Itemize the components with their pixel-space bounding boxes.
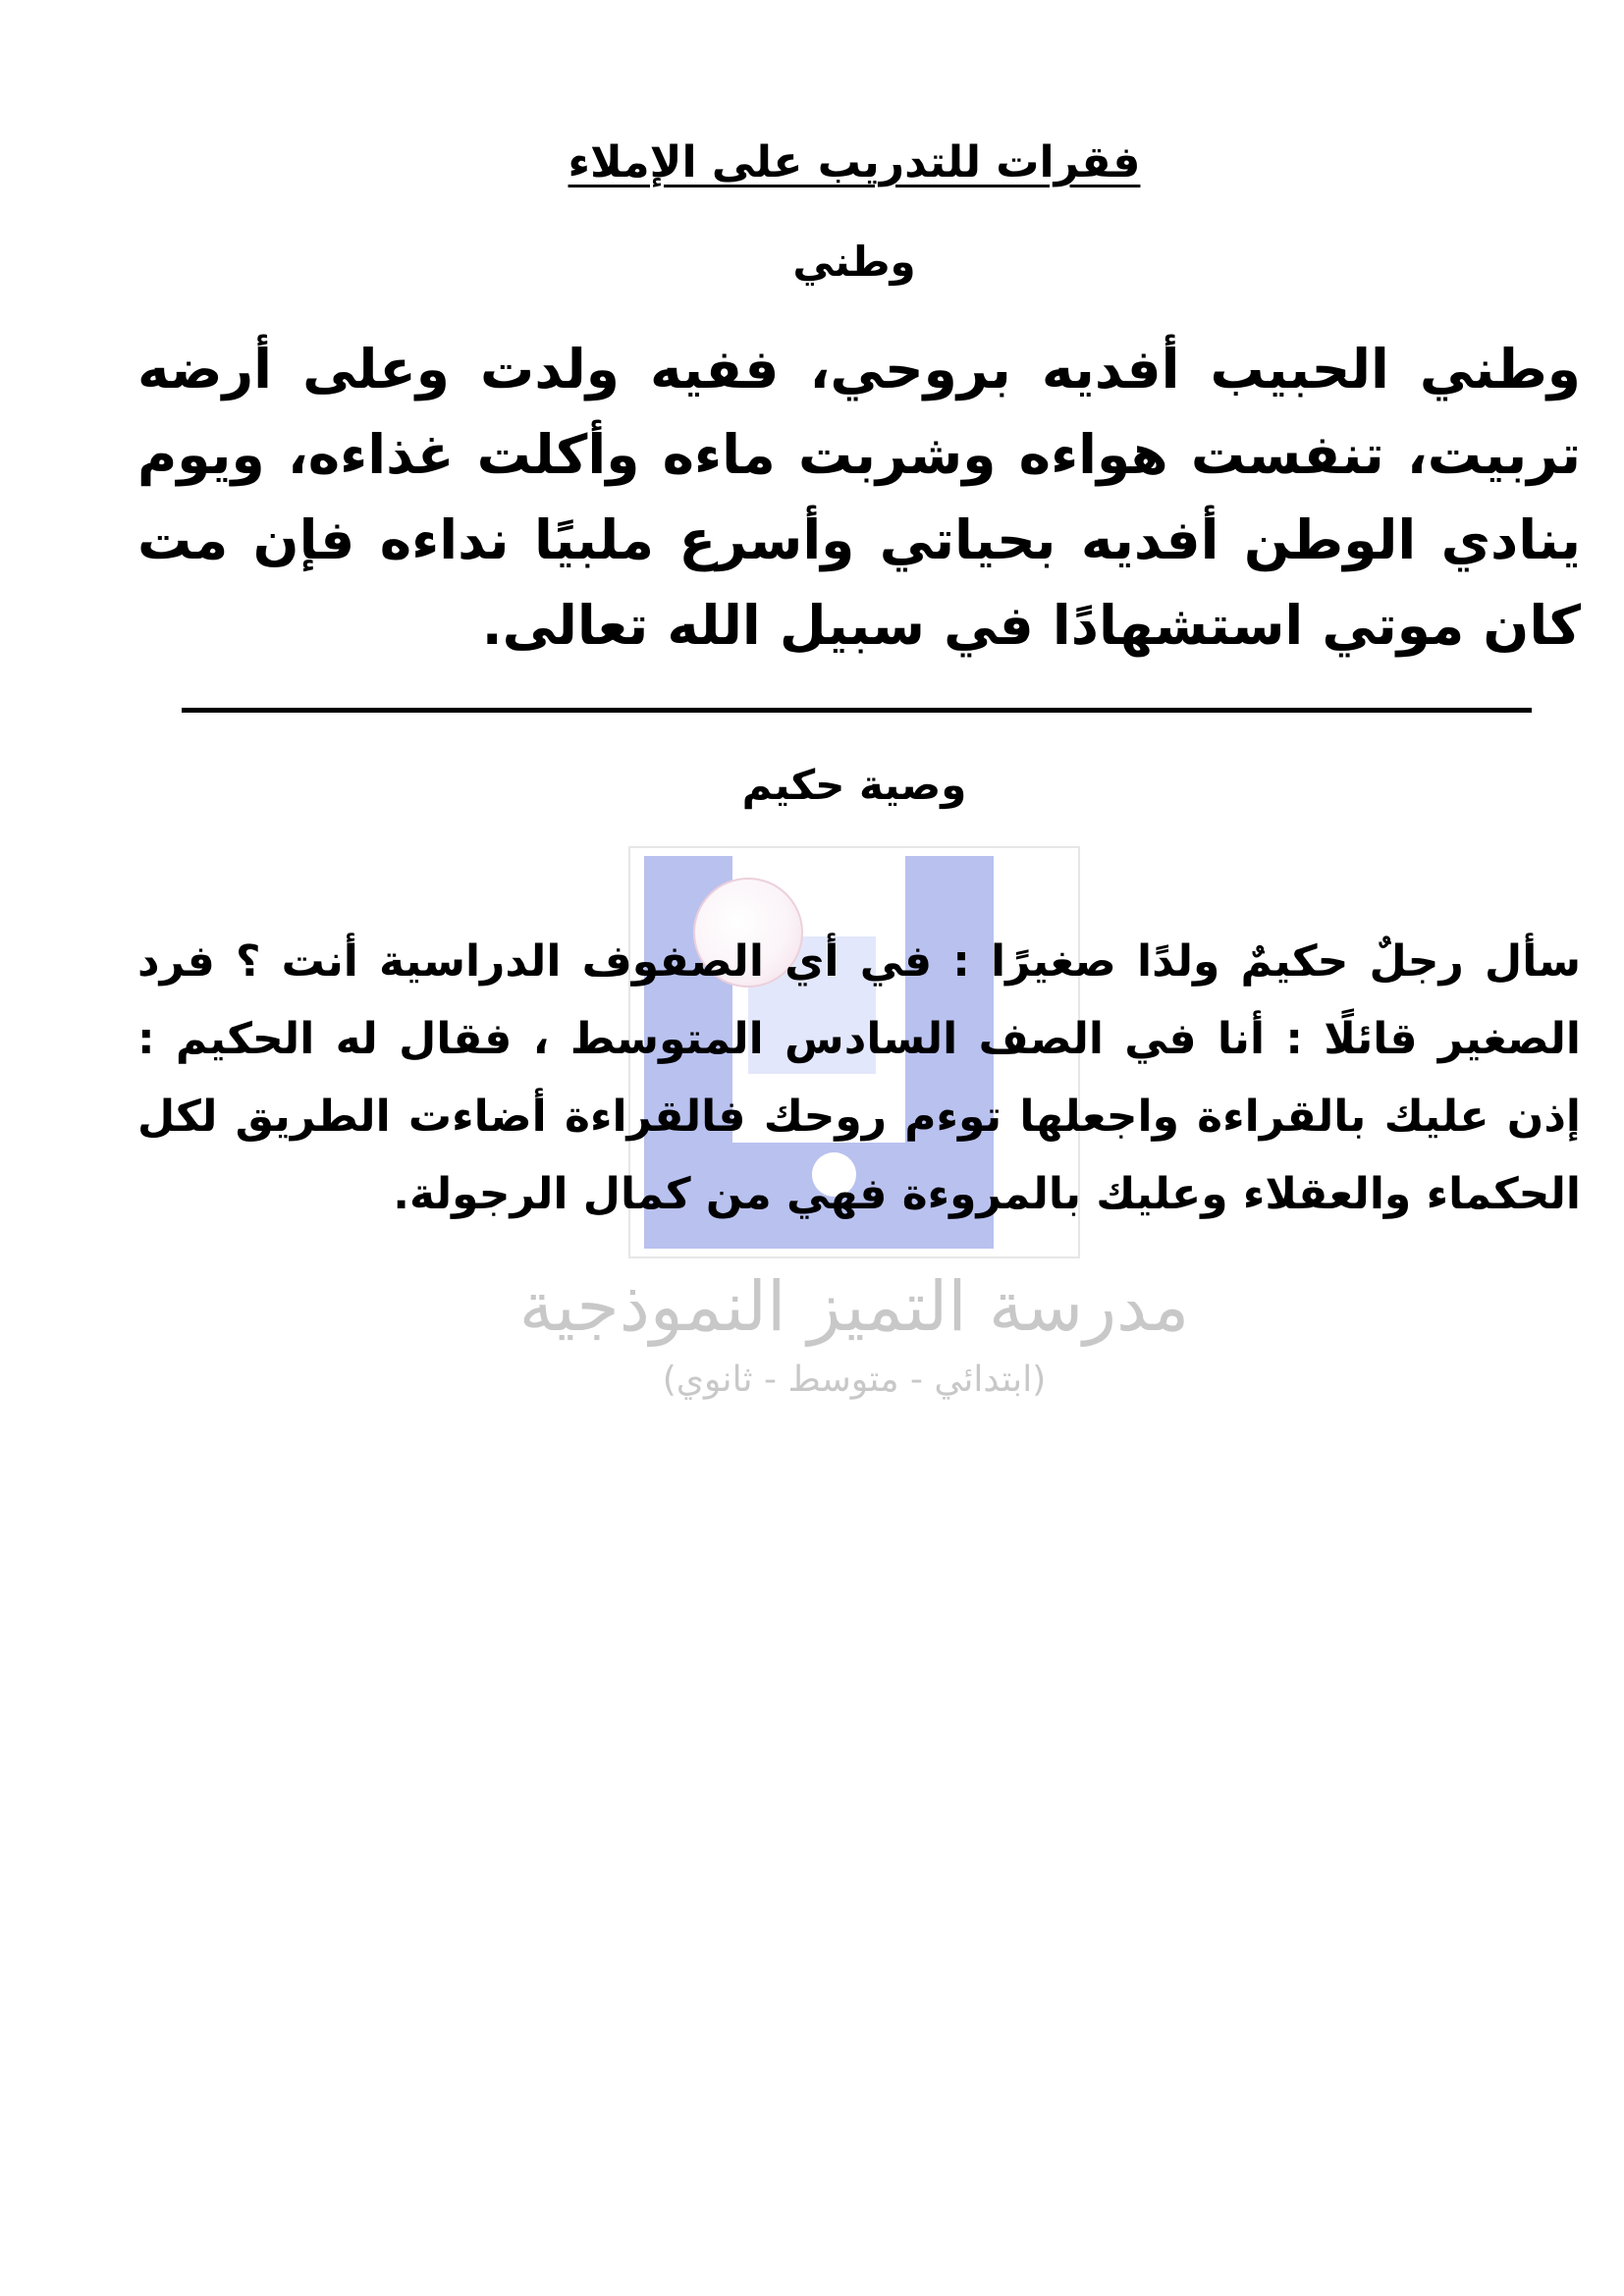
page-title: فقرات للتدريب على الإملاء bbox=[568, 137, 1141, 187]
section-heading-wasiyat-hakim: وصية حكيم bbox=[741, 761, 967, 809]
logo-dot bbox=[837, 863, 886, 912]
watermark-school-levels: (ابتدائي - متوسط - ثانوي) bbox=[662, 1360, 1047, 1400]
section-heading-watani: وطني bbox=[792, 238, 916, 286]
watermark-school-name: مدرسة التميز النموذجية bbox=[518, 1266, 1190, 1347]
paragraph-wasiyat-hakim: سأل رجلٌ حكيمٌ ولدًا صغيرًا : في أي الصفوف الدراسية أنت ؟ فرد الصغير قائلًا : أنا في الصف السادس المتوسط ، فقال له الحكيم : إذن عليك بالقراءة واجعلها توءم روحك فالقراءة أضاءت الطريق لكل الحكماء والعقلاء وعليك بالمروءة فهي من كمال الرجولة. bbox=[137, 936, 1581, 1219]
paragraph-watani: وطني الحبيب أفديه بروحي، ففيه ولدت وعلى أرضه تربيت، تنفست هواءه وشربت ماءه وأكلت غذاءه، ويوم ينادي الوطن أفديه بحياتي وأسرع ملبيًا نداءه فإن مت كان موتي استشهادًا في سبيل الله تعالى. bbox=[137, 338, 1581, 657]
section-divider bbox=[182, 708, 1532, 713]
